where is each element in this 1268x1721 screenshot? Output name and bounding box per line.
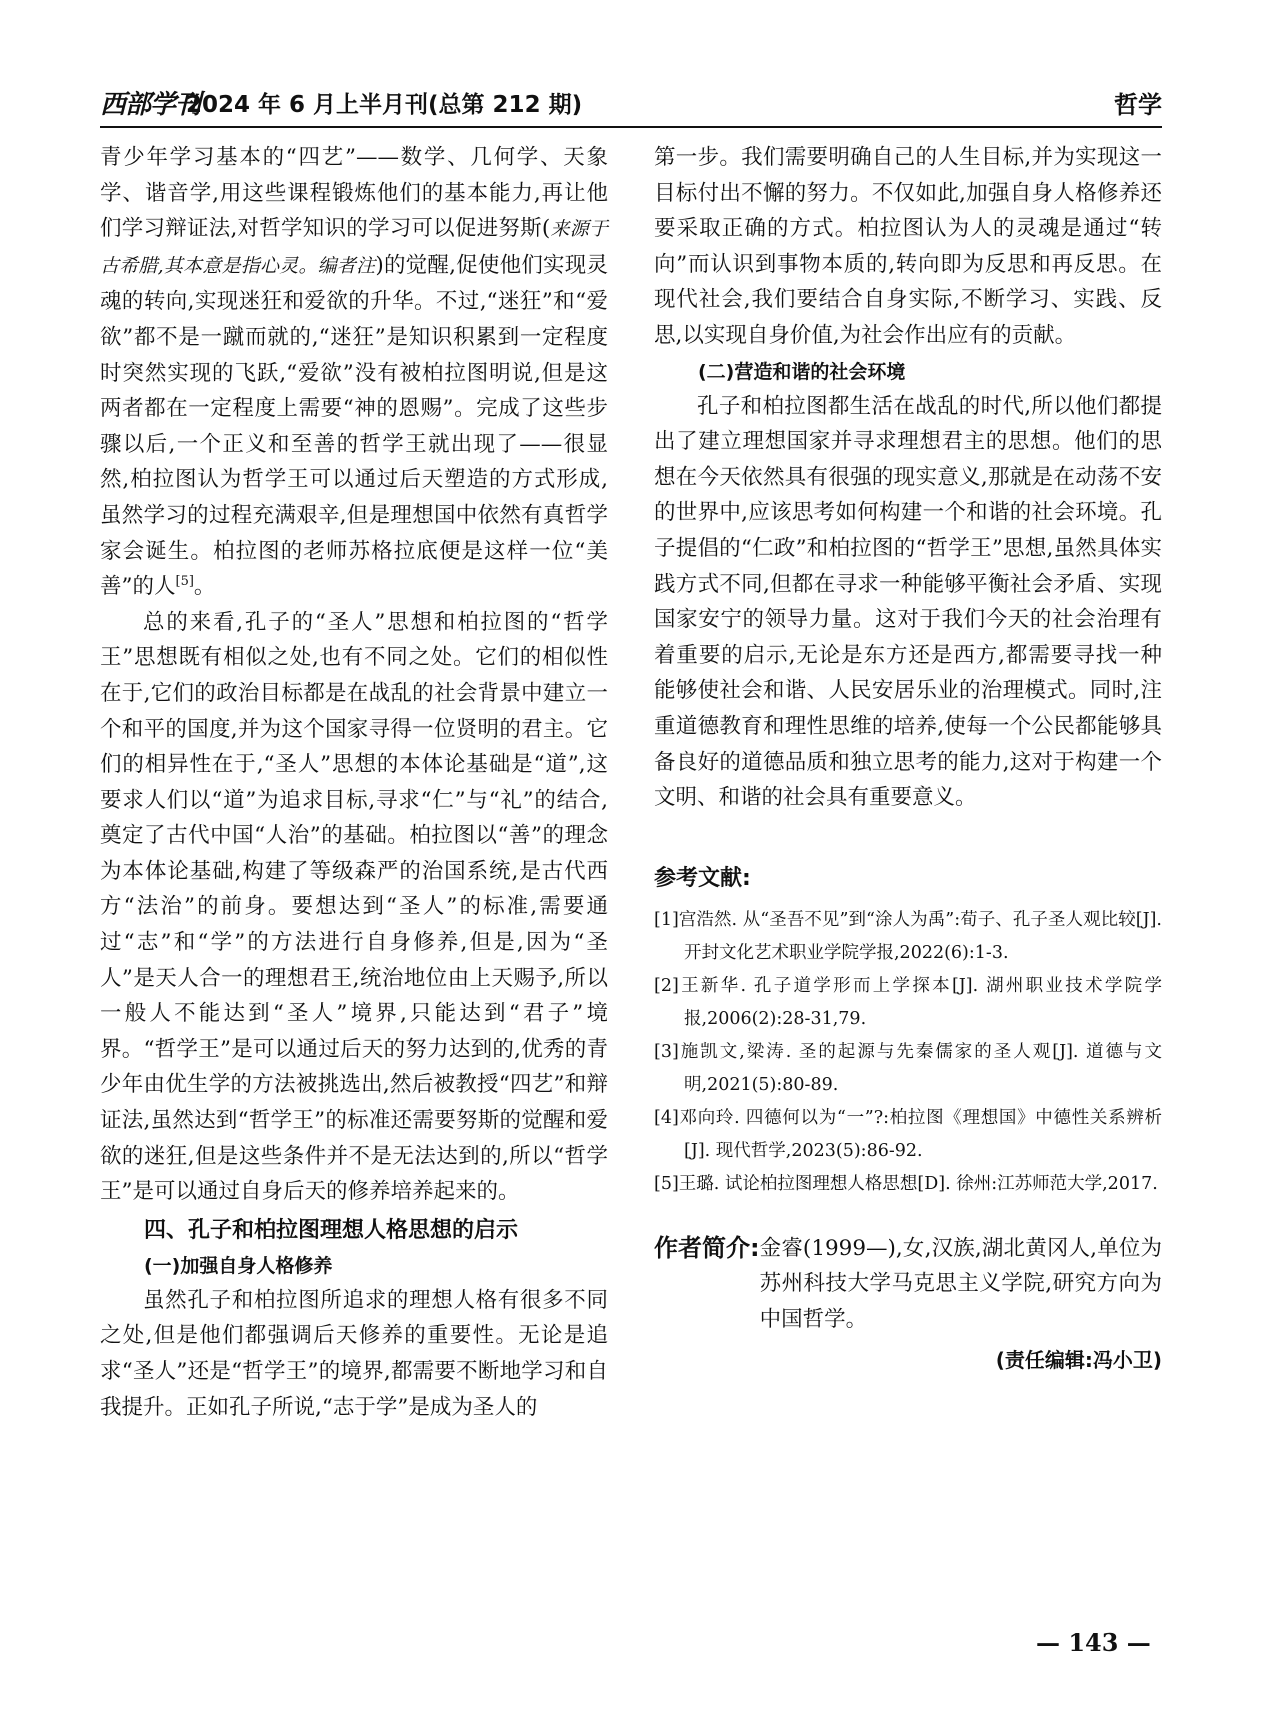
paragraph: 虽然孔子和柏拉图所追求的理想人格有很多不同之处,但是他们都强调后天修养的重要性。无论是追求“圣人”还是“哲学王”的境界,都需要不断地学习和自我提升。正如孔子所说,“志于学”是成为圣人的 xyxy=(100,1287,608,1420)
author-bio-text: 金睿(1999—),女,汉族,湖北黄冈人,单位为苏州科技大学马克思主义学院,研究方向为中国哲学。 xyxy=(759,1235,1162,1332)
editor-note: 来源于古希腊,其本意是指心灵。编者注 xyxy=(100,218,608,277)
reference-item: [2]王新华. 孔子道学形而上学探本[J]. 湖州职业技术学院学报,2006(2):28-31,79. xyxy=(654,975,1162,1029)
paragraph: 第一步。我们需要明确自己的人生目标,并为实现这一目标付出不懈的努力。不仅如此,加强自身人格修养还要采取正确的方式。柏拉图认为人的灵魂是通过“转向”而认识到事物本质的,转向即为反思和再反思。在现代社会,我们要结合自身实际,不断学习、实践、反思,以实现自身价值,为社会作出应有的贡献。 xyxy=(654,145,1162,348)
responsible-editor: (责任编辑:冯小卫) xyxy=(995,1348,1162,1373)
paragraph: 孔子和柏拉图都生活在战乱的时代,所以他们都提出了建立理想国家并寻求理想君主的思想。他们的思想在今天依然具有很强的现实意义,那就是在动荡不安的世界中,应该思考如何构建一个和谐的社会环境。孔子提倡的“仁政”和柏拉图的“哲学王”思想,虽然具体实践方式不同,但都在寻求一种能够平衡社会矛盾、实现国家安宁的领导力量。这对于我们今天的社会治理有着重要的启示,无论是东方还是西方,都需要寻找一种能够使社会和谐、人民安居乐业的治理模式。同时,注重道德教育和理性思维的培养,使每一个公民都能够具备良好的道德品质和独立思考的能力,这对于构建一个文明、和谐的社会具有重要意义。 xyxy=(654,393,1162,811)
reference-list xyxy=(654,904,1162,1201)
header-rule xyxy=(100,126,1162,128)
left-column xyxy=(100,140,608,1425)
journal-logo: 西部学刊 xyxy=(100,90,201,120)
paragraph: 总的来看,孔子的“圣人”思想和柏拉图的“哲学王”思想既有相似之处,也有不同之处。它们的相似性在于,它们的政治目标都是在战乱的社会背景中建立一个和平的国度,并为这个国家寻得一位贤明的君主。它们的相异性在于,“圣人”思想的本体论基础是“道”,这要求人们以“道”为追求目标,寻求“仁”与“礼”的结合,奠定了古代中国“人治”的基础。柏拉图以“善”的理念为本体论基础,构建了等级森严的治国系统,是古代西方“法治”的前身。要想达到“圣人”的标准,需要通过“志”和“学”的方法进行自身修养,但是,因为“圣人”是天人合一的理想君王,统治地位由上天赐予,所以一般人不能达到“圣人”境界,只能达到“君子”境界。“哲学王”是可以通过后天的努力达到的,优秀的青少年由优生学的方法被挑选出,然后被教授“四艺”和辩证法,虽然达到“哲学王”的标准还需要努斯的觉醒和爱欲的迷狂,但是这些条件并不是无法达到的,所以“哲学王”是可以通过自身后天的修养培养起来的。 xyxy=(100,609,608,1205)
section-heading: 四、孔子和柏拉图理想人格思想的启示 xyxy=(144,1217,519,1243)
author-bio-label: 作者简介: xyxy=(654,1233,760,1262)
reference-item: [5]王璐. 试论柏拉图理想人格思想[D]. 徐州:江苏师范大学,2017. xyxy=(654,1173,1158,1194)
author-bio xyxy=(654,1231,1162,1338)
page-header xyxy=(100,88,1162,124)
reference-item: [4]邓向玲. 四德何以为“一”?:柏拉图《理想国》中德性关系辨析[J]. 现代哲学,2023(5):86-92. xyxy=(654,1107,1162,1161)
section-label: 哲学 xyxy=(1114,91,1162,119)
references-heading: 参考文献: xyxy=(654,865,751,891)
citation-marker: [5] xyxy=(175,573,194,589)
paragraph: 青少年学习基本的“四艺”——数学、几何学、天象学、谐音学,用这些课程锻炼他们的基本能力,再让他们学习辩证法,对哲学知识的学习可以促进努斯(来源于古希腊,其本意是指心灵。编者注)的觉醒,促使他们实现灵魂的转向,实现迷狂和爱欲的升华。不过,“迷狂”和“爱欲”都不是一蹴而就的,“迷狂”是知识积累到一定程度时突然实现的飞跃,“爱欲”没有被柏拉图明说,但是这两者都在一定程度上需要“神的恩赐”。完成了这些步骤以后,一个正义和至善的哲学王就出现了——很显然,柏拉图认为哲学王可以通过后天塑造的方式形成,虽然学习的过程充满艰辛,但是理想国中依然有真哲学家会诞生。柏拉图的老师苏格拉底便是这样一位“美善”的人[5]。 xyxy=(100,145,608,600)
subsection-heading: (一)加强自身人格修养 xyxy=(144,1254,333,1277)
right-column xyxy=(654,140,1162,1377)
page-number: — 143 — xyxy=(1036,1628,1151,1657)
subsection-heading: (二)营造和谐的社会环境 xyxy=(698,360,906,383)
reference-item: [1]宫浩然. 从“圣吾不见”到“涂人为禹”:荀子、孔子圣人观比较[J]. 开封文化艺术职业学院学报,2022(6):1-3. xyxy=(654,909,1162,963)
reference-item: [3]施凯文,梁涛. 圣的起源与先秦儒家的圣人观[J]. 道德与文明,2021(5):80-89. xyxy=(654,1041,1162,1095)
issue-info: 2024 年 6 月上半月刊(总第 212 期) xyxy=(186,92,583,118)
